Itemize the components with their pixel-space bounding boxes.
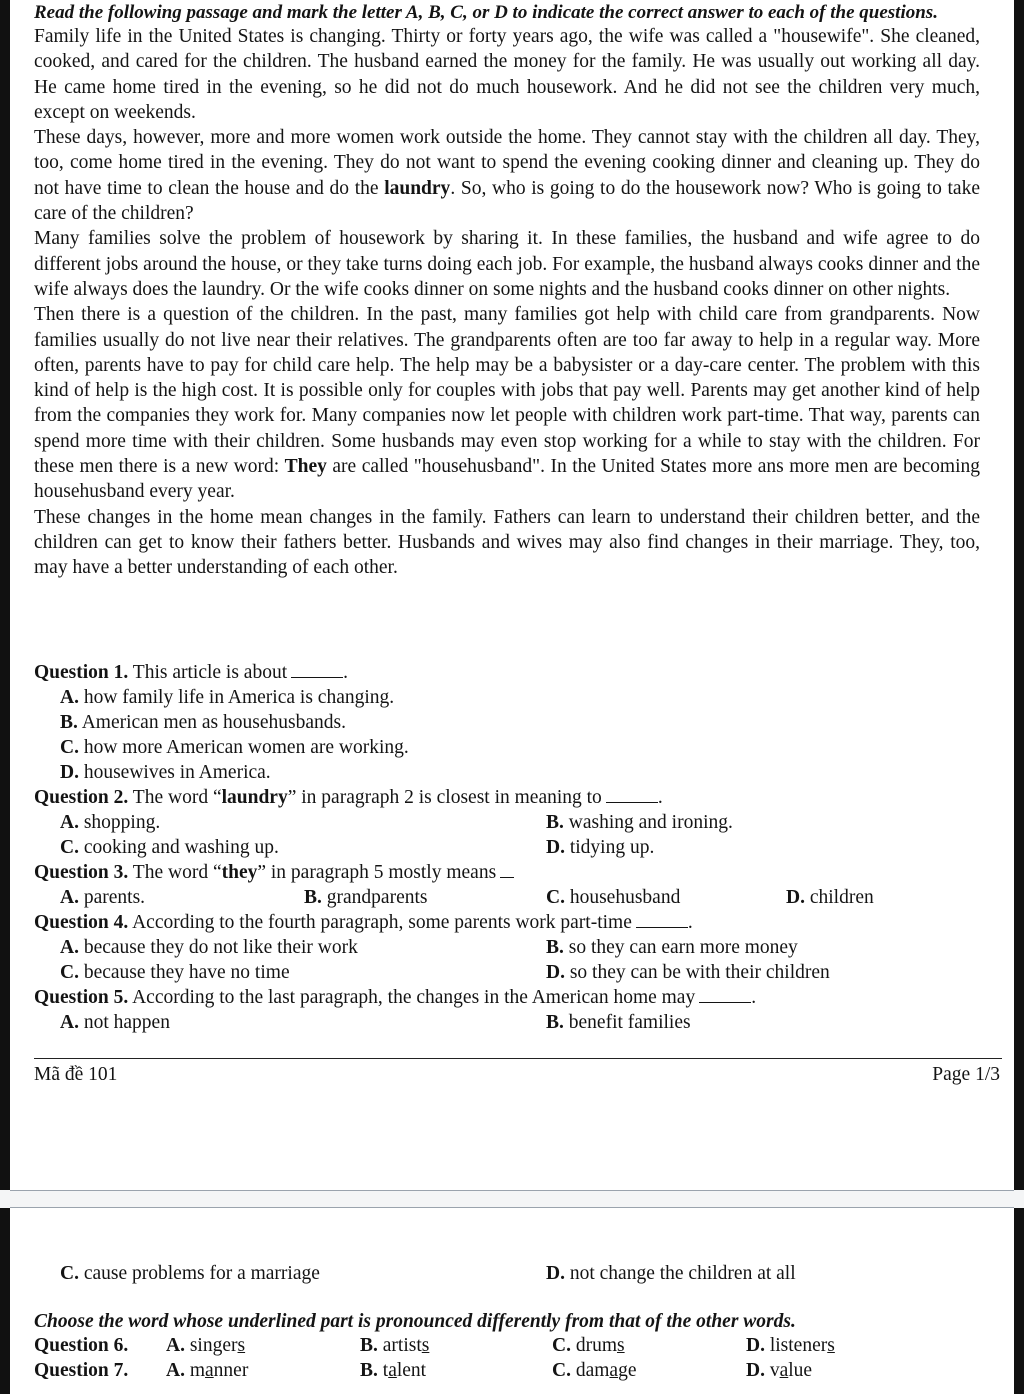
question-3-option-c[interactable]: C. househusband xyxy=(546,887,681,908)
question-7-option-d[interactable]: D. value xyxy=(746,1360,813,1381)
question-6-option-b[interactable]: B. artists xyxy=(360,1335,430,1356)
left-edge xyxy=(0,0,10,1394)
question-2: Question 2. The word “laundry” in paragraph 2 is closest in meaning to . xyxy=(34,787,663,808)
paragraph-3: Many families solve the problem of housework by sharing it. In these families, the husband and wife agree to do different jobs around the house, or they take turns doing each job. For example, the husband always cooks dinner and the wife always does the laundry. Or the wife cooks dinner on some nights and the husband cooks dinner on other nights. xyxy=(34,228,980,300)
question-3-options xyxy=(34,885,980,910)
question-7-option-c[interactable]: C. damage xyxy=(552,1360,637,1381)
reading-instruction: Read the following passage and mark the letter A, B, C, or D to indicate the correct answer to each of the questions. xyxy=(34,2,938,23)
question-2-option-b[interactable]: B. washing and ironing. xyxy=(546,812,733,833)
question-3-option-d[interactable]: D. children xyxy=(786,887,874,908)
question-4-option-a[interactable]: A. because they do not like their work xyxy=(60,937,358,958)
question-6-option-a[interactable]: A. singers xyxy=(166,1335,246,1356)
question-3: Question 3. The word “they” in paragraph 5 mostly means xyxy=(34,860,980,885)
question-4: Question 4. According to the fourth paragraph, some parents work part-time . xyxy=(34,912,693,933)
question-3-option-b[interactable]: B. grandparents xyxy=(304,887,428,908)
question-5-option-d[interactable]: D. not change the children at all xyxy=(546,1263,796,1284)
question-4-options-cd xyxy=(34,960,980,985)
page-break xyxy=(0,1190,1024,1208)
right-edge xyxy=(1014,0,1024,1394)
question-4-option-d[interactable]: D. so they can be with their children xyxy=(546,962,830,983)
questions-block xyxy=(34,660,980,1035)
question-6: Question 6. A. singers B. artists C. drums D. listeners xyxy=(34,1335,835,1356)
pronunciation-section xyxy=(34,1311,980,1383)
pronunciation-instruction: Choose the word whose underlined part is pronounced differently from that of the other words. xyxy=(34,1311,796,1332)
page-number: Page 1/3 xyxy=(932,1064,1000,1085)
question-5-option-c[interactable]: C. cause problems for a marriage xyxy=(60,1263,320,1284)
question-5-option-b[interactable]: B. benefit families xyxy=(546,1012,691,1033)
question-1-option-a[interactable]: A. how family life in America is changing. xyxy=(60,687,395,708)
question-3-option-a[interactable]: A. parents. xyxy=(60,887,146,908)
footer-divider xyxy=(34,1058,1002,1059)
question-5-option-a[interactable]: A. not happen xyxy=(60,1012,170,1033)
question-2-option-a[interactable]: A. shopping. xyxy=(60,812,161,833)
question-4-option-b[interactable]: B. so they can earn more money xyxy=(546,937,798,958)
paragraph-1: Family life in the United States is changing. Thirty or forty years ago, the wife was called a "housewife". She cleaned, cooked, and cared for the children. The husband earned the money for the family. He was usually out working all day. He came home tired in the evening, so he did not do much housework. And he did not see the children very much, except on weekends. xyxy=(34,26,980,123)
question-1-option-d[interactable]: D. housewives in America. xyxy=(60,762,271,783)
question-4-options-ab xyxy=(34,935,980,960)
question-5: Question 5. According to the last paragraph, the changes in the American home may . xyxy=(34,987,757,1008)
question-2-options-ab xyxy=(34,810,980,835)
question-7-option-a[interactable]: A. manner xyxy=(166,1360,249,1381)
question-4-option-c[interactable]: C. because they have no time xyxy=(60,962,290,983)
question-1-option-b[interactable]: B. American men as househusbands. xyxy=(60,712,346,733)
question-6-option-c[interactable]: C. drums xyxy=(552,1335,625,1356)
question-2-option-d[interactable]: D. tidying up. xyxy=(546,837,655,858)
question-2-options-cd xyxy=(34,835,980,860)
exam-code: Mã đề 101 xyxy=(34,1064,118,1085)
question-7-option-b[interactable]: B. talent xyxy=(360,1360,427,1381)
page-break-line-top xyxy=(10,1190,1014,1191)
question-5-options-ab xyxy=(34,1010,980,1035)
question-7: Question 7. A. manner B. talent C. damage D. value xyxy=(34,1360,813,1381)
question-2-option-c[interactable]: C. cooking and washing up. xyxy=(60,837,279,858)
paragraph-5: These changes in the home mean changes in the family. Fathers can learn to understand their children better, and the children can get to know their fathers better. Husbands and wives may also find changes in their marriage. They, too, may have a better understanding of each other. xyxy=(34,506,980,579)
question-1: Question 1. This article is about . xyxy=(34,662,349,683)
question-5-options-cd xyxy=(34,1261,980,1286)
reading-section xyxy=(34,2,980,581)
question-6-option-d[interactable]: D. listeners xyxy=(746,1335,835,1356)
question-1-option-c[interactable]: C. how more American women are working. xyxy=(60,737,409,758)
paragraph-4: Then there is a question of the children. In the past, many families got help with child care from grandparents. Now families usually do not live near their relatives. The grandparents often are too far away to help in a regular way. More often, parents have to pay for child care help. The help may be a babysister or a day-care center. The problem with this kind of help is the high cost. It is possible only for couples with jobs that pay well. Parents may get another kind of help from the companies they work for. Many companies now let people with children work part-time. That way, parents can spend more time with their children. Some husbands may even stop working for a while to stay with the children. For these men there is a new word: They are called "househusband". In the United States more ans more men are becoming househusband every year. xyxy=(34,304,980,503)
paragraph-2: These days, however, more and more women work outside the home. They cannot stay with the children all day. They, too, come home tired in the evening. They do not want to spend the evening cooking dinner and cleaning up. They do not have time to clean the house and do the laundry. So, who is going to do the housework now? Who is going to take care of the children? xyxy=(34,127,980,225)
page-break-line-bottom xyxy=(10,1207,1014,1208)
question-5-continued xyxy=(34,1261,980,1286)
